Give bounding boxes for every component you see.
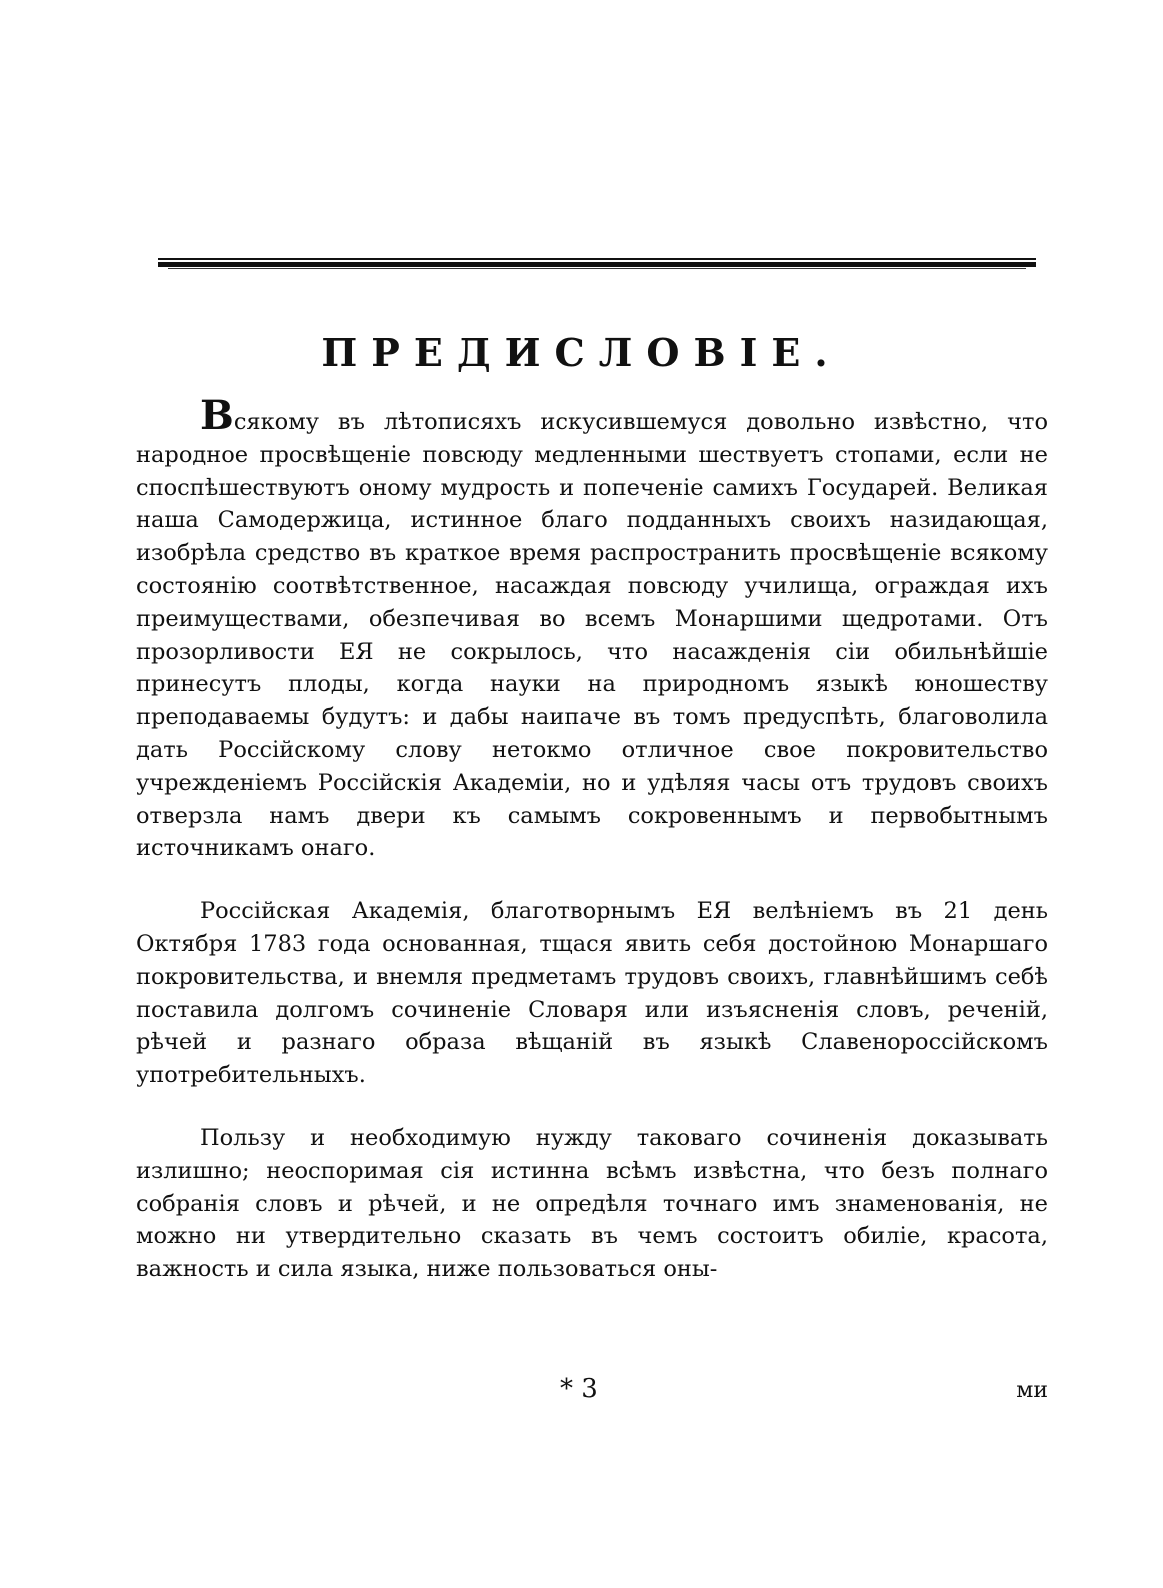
page-footer xyxy=(136,1374,1048,1414)
decorative-rule xyxy=(158,258,1036,270)
catchword: ми xyxy=(1016,1378,1048,1403)
signature-mark: * 3 xyxy=(560,1374,598,1404)
rule-line-thick xyxy=(158,262,1036,267)
paragraph-2 xyxy=(136,895,1048,1092)
rule-line-bottom xyxy=(168,268,1026,269)
drop-capital: В xyxy=(200,392,234,439)
body-text xyxy=(136,392,1048,1286)
paragraph-3-text: Пользу и необходимую нужду таковаго сочиненія доказывать излишно; неоспоримая сія истинна всѣмъ извѣстна, что безъ полнаго собранія словъ и рѣчей, и не опредѣля точнаго имъ знаменованія, не можно ни утвердительно сказать въ чемъ состоитъ обиліе, красота, важность и сила языка, ниже пользоваться оны- xyxy=(136,1124,1048,1283)
page-title: ПРЕДИСЛОВІЕ. xyxy=(321,330,842,375)
paragraph-1 xyxy=(136,392,1048,865)
paragraph-2-text: Россійская Академія, благотворнымъ ЕЯ велѣніемъ въ 21 день Октября 1783 года основанная, тщася явить себя достойною Монаршаго покровительства, и внемля предметамъ трудовъ своихъ, главнѣйшимъ себѣ поставила долгомъ сочиненіе Словаря или изъясненія словъ, реченій, рѣчей и разнаго образа вѣщаній въ языкѣ Славенороссійскомъ употребительныхъ. xyxy=(136,898,1048,1089)
rule-line-top xyxy=(158,258,1036,260)
paragraph-3 xyxy=(136,1122,1048,1286)
paragraph-1-text: сякому въ лѣтописяхъ искусившемуся довольно извѣстно, что народное просвѣщеніе повсюду медленными шествуетъ стопами, если не споспѣшествуютъ оному мудрость и попеченіе самихъ Государей. Великая наша Самодержица, истинное благо подданныхъ своихъ назидающая, изобрѣла средство въ краткое время распространить просвѣщеніе всякому состоянію соотвѣтственное, насаждая повсюду училища, ограждая ихъ преимуществами, обезпечивая во всемъ Монаршими щедротами. Отъ прозорливости ЕЯ не сокрылось, что насажденія сіи обильнѣйшіе принесутъ плоды, когда науки на природномъ языкѣ юношеству преподаваемы будутъ: и дабы наипаче въ томъ предуспѣть, благоволила дать Россійскому слову нетокмо отличное свое покровительство учрежденіемъ Россійскія Академіи, но и удѣляя часы отъ трудовъ своихъ отверзла намъ двери къ самымъ сокровеннымъ и первобытнымъ источникамъ онаго. xyxy=(136,409,1048,862)
